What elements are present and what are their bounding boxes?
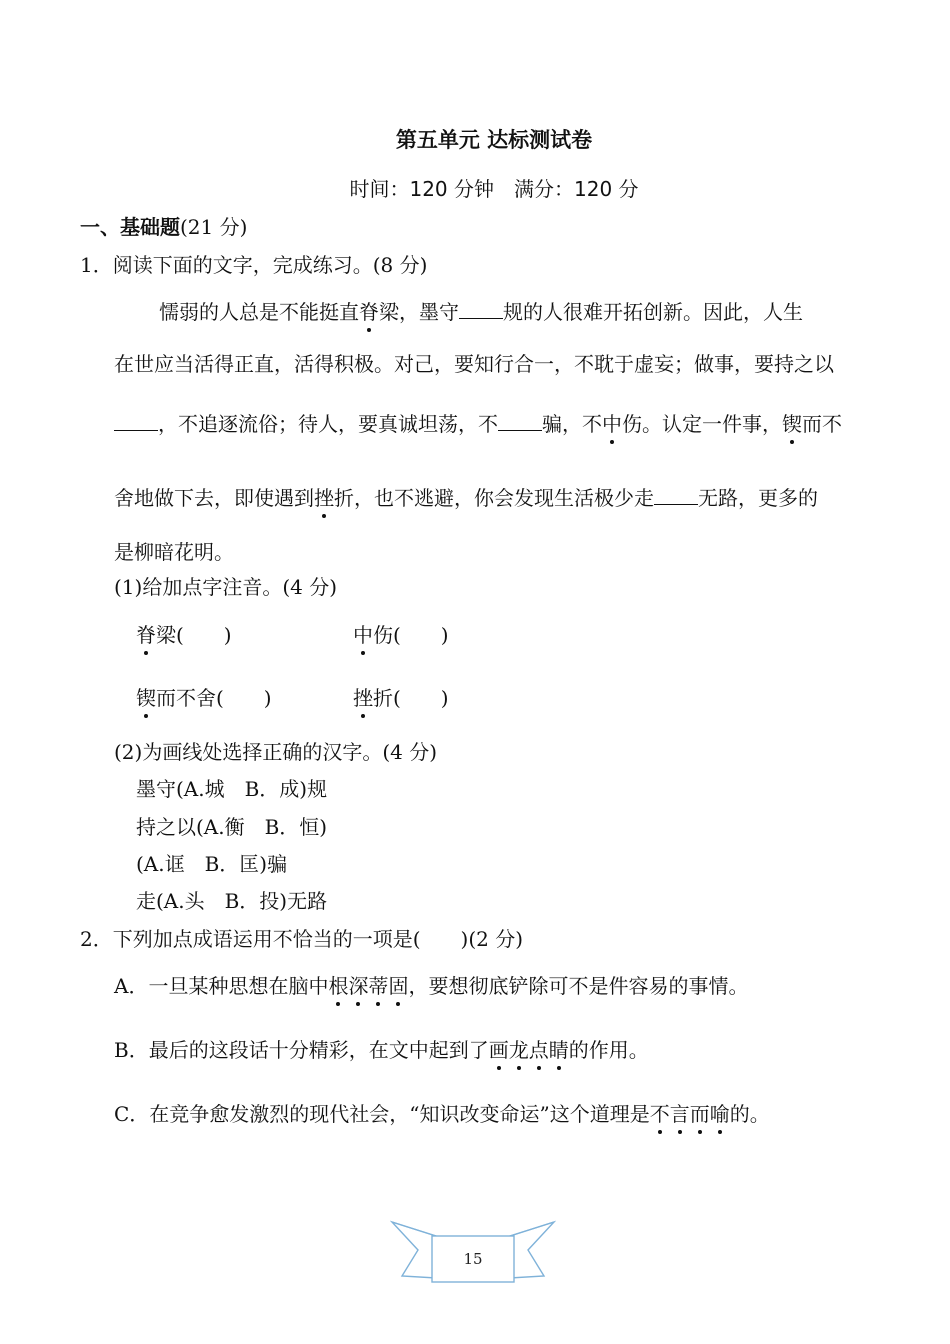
dotted-char: 中: [353, 619, 373, 648]
dotted-char: 不: [650, 1098, 670, 1127]
exam-time-score: 时间：120 分钟 满分：120 分: [349, 177, 639, 201]
choice-text: 的作用。: [568, 1038, 649, 1062]
passage-line-5: 是柳暗花明。: [114, 540, 234, 564]
q1-sub2-prompt: (2)为画线处选择正确的汉字。(4 分): [114, 740, 438, 764]
pinyin-answer: 折( ): [373, 686, 449, 710]
choice-text: 的。: [729, 1102, 770, 1126]
choice-text: C．在竞争愈发激烈的现代社会，“知识改变命运”这个道理是: [114, 1102, 650, 1126]
choice-b[interactable]: [114, 1034, 649, 1063]
passage-line-2: 在世应当活得正直，活得积极。对己，要知行合一，不耽于虚妄；做事，要持之以: [114, 352, 834, 376]
option-row[interactable]: (A.诓 B．匡)骗: [136, 852, 288, 876]
passage-text: 而不: [802, 412, 842, 436]
pinyin-answer: 而不舍( ): [156, 686, 272, 710]
fill-blank[interactable]: [654, 486, 698, 505]
choice-text: A．一旦某种思想在脑中: [114, 974, 329, 998]
page-title: 第五单元 达标测试卷: [395, 128, 593, 152]
choice-text: ，要想彻底铲除可不是件容易的事情。: [408, 974, 749, 998]
passage-text: ，不追逐流俗；待人，要真诚坦荡，不: [158, 412, 498, 436]
passage-text: 规的人很难开拓创新。因此，人生: [503, 300, 803, 324]
fill-blank[interactable]: [459, 300, 503, 319]
dotted-char: 根: [328, 970, 348, 999]
q1-prompt: 1．阅读下面的文字，完成练习。(8 分): [80, 253, 428, 277]
dotted-char: 而: [690, 1098, 710, 1127]
section-score: (21 分): [180, 215, 248, 239]
fill-blank[interactable]: [498, 412, 542, 431]
dotted-char: 脊: [136, 619, 156, 648]
dotted-char: 睛: [549, 1034, 569, 1063]
dotted-char: 蒂: [368, 970, 388, 999]
dotted-char: 挫: [353, 682, 373, 711]
passage-text: 骗，不: [542, 412, 602, 436]
passage-line-4: [114, 482, 866, 511]
q2-prompt: 2．下列加点成语运用不恰当的一项是( )(2 分): [80, 927, 524, 951]
dotted-char: 深: [348, 970, 368, 999]
dotted-char: 龙: [509, 1034, 529, 1063]
passage-text: 懦弱的人总是不能挺直: [159, 300, 359, 324]
pinyin-answer: 梁( ): [156, 623, 232, 647]
passage-text: 无路，更多的: [698, 486, 818, 510]
dotted-char: 点: [529, 1034, 549, 1063]
option-row[interactable]: 走(A.头 B．投)无路: [136, 889, 328, 913]
choice-c[interactable]: [114, 1098, 770, 1127]
passage-text: 舍地做下去，即使遇到: [114, 486, 314, 510]
pinyin-item[interactable]: [353, 682, 449, 711]
dotted-char: 画: [489, 1034, 509, 1063]
dotted-char: 脊: [359, 296, 379, 325]
section-heading: [80, 211, 247, 240]
dotted-char: 中: [602, 408, 622, 437]
option-row[interactable]: 持之以(A.衡 B．恒): [136, 815, 328, 839]
choice-text: B．最后的这段话十分精彩，在文中起到了: [114, 1038, 489, 1062]
page-number: 15: [463, 1250, 483, 1268]
dotted-char: 挫: [314, 482, 334, 511]
dotted-char: 喻: [710, 1098, 730, 1127]
dotted-char: 固: [388, 970, 408, 999]
section-title: 一、基础题: [80, 215, 180, 239]
pinyin-item[interactable]: [136, 682, 272, 711]
q1-sub1-prompt: (1)给加点字注音。(4 分): [114, 575, 338, 599]
dotted-char: 言: [670, 1098, 690, 1127]
option-row[interactable]: 墨守(A.城 B．成)规: [136, 777, 328, 801]
pinyin-answer: 伤( ): [373, 623, 449, 647]
passage-text: 折，也不逃避，你会发现生活极少走: [334, 486, 654, 510]
passage-text: 伤。认定一件事，: [622, 412, 782, 436]
pinyin-item[interactable]: [136, 619, 232, 648]
dotted-char: 锲: [782, 408, 802, 437]
passage-text: 梁，墨守: [379, 300, 459, 324]
passage-line-1: [159, 296, 911, 325]
pinyin-item[interactable]: [353, 619, 449, 648]
dotted-char: 锲: [136, 682, 156, 711]
passage-line-3: [114, 408, 866, 437]
fill-blank[interactable]: [114, 412, 158, 431]
choice-a[interactable]: [114, 970, 748, 999]
